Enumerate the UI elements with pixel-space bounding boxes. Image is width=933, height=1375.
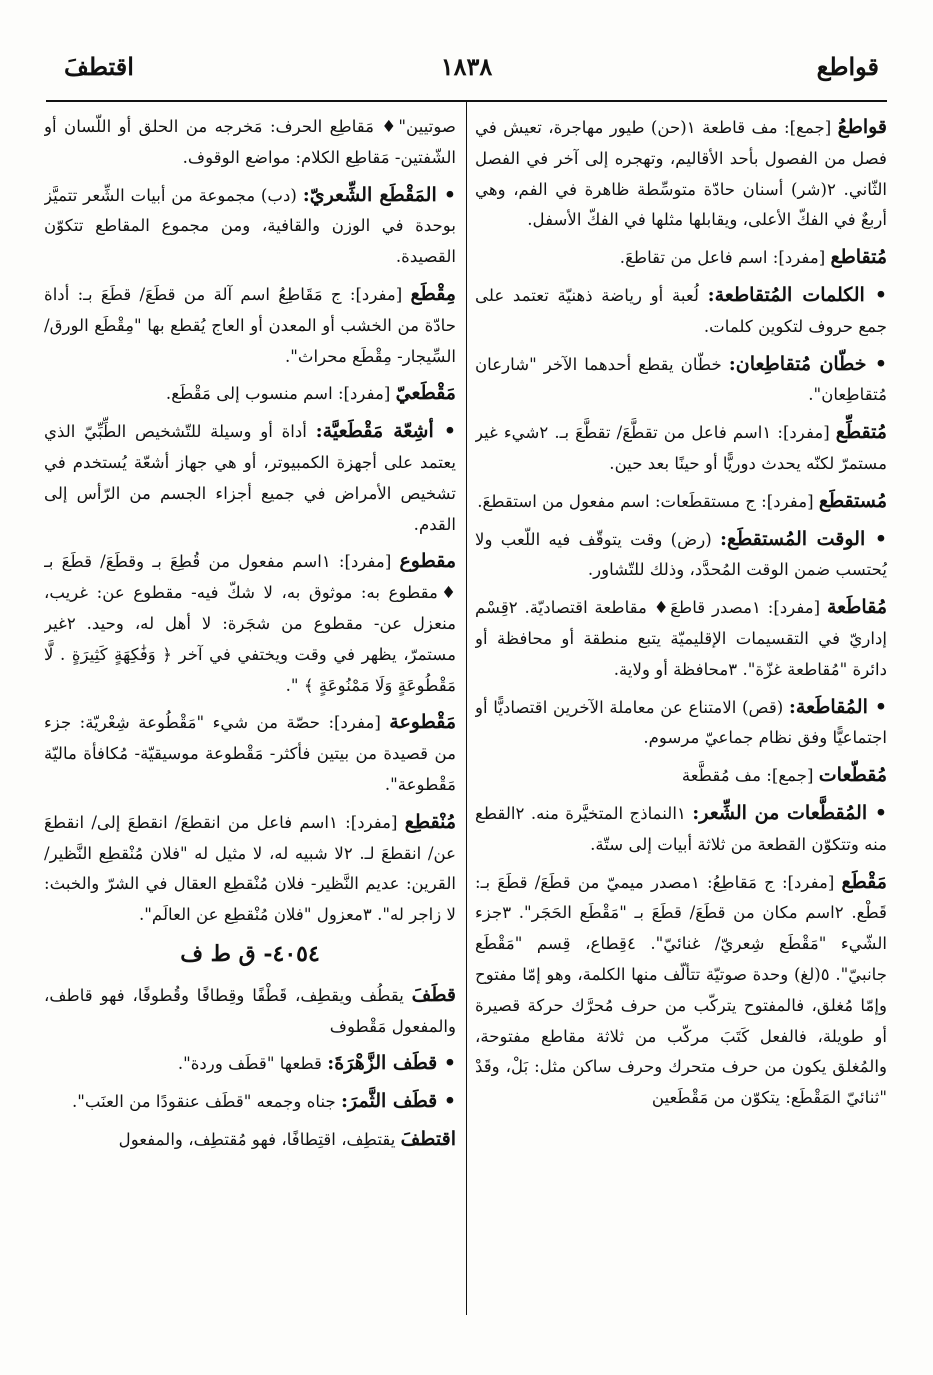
dictionary-entry: [44, 416, 456, 540]
entry-headword: • قطَف الزَّهْرَةَ:: [327, 1052, 456, 1075]
entry-headword: قطَفَ: [411, 983, 456, 1006]
dictionary-entry: [44, 180, 456, 273]
entry-headword: مَقْطَعيّ: [395, 382, 456, 405]
entry-headword: مُقطّعات: [818, 764, 887, 787]
entry-headword: • الكلمات المُتقاطعة:: [707, 283, 887, 306]
dictionary-entry: [44, 112, 456, 174]
entry-definition: [جمع]: مف مُقطَّعة: [681, 766, 819, 786]
entry-definition: يقطُف ويقطِف، قَطْفًا وقِطافًا وقُطوفًا، فهو قاطف، والمفعول مَقْطوف: [44, 985, 456, 1036]
entry-definition: [مفرد]: اسم منسوب إلى مَقْطَع.: [165, 384, 396, 404]
page-header: [44, 52, 889, 96]
entry-definition: لُعبة أو رياضة ذهنيّة تعتمد على جمع حروف لتكوين كلمات.: [475, 285, 887, 336]
dictionary-entry: [475, 524, 887, 587]
entry-headword: مُقاطَعة: [826, 596, 887, 619]
dictionary-entry: [44, 1124, 456, 1156]
dictionary-entry: [475, 486, 887, 518]
left-column: [44, 112, 456, 1312]
entry-definition: جناه وجمعه "قطَف عنقودًا من العنَب".: [71, 1092, 341, 1112]
dictionary-entry: [44, 707, 456, 800]
entry-definition: [مفرد]: ١اسم مفعول من قُطِعَ بـ وقطَعَ/ قطَعَ بـ ♦مقطوع به: موثوق به، لا شكّ فيه- مقطوع عن: غريب، منعزل عن- مقطوع من شجَرة: لا أهل له، وحيد. ٢غير مستمرّ، يظهر في وقت ويختفي في آخر ﴿ وَفَٰكِهَةٍ كَثِيرَةٍ . لَّا مَقْطُوعَةٍ وَلَا مَمْنُوعَةٍ ﴾ ".: [44, 552, 456, 695]
entry-definition: [جمع]: مف قاطعة ١(حن) طيور مهاجرة، تعيش في فصل من الفصول بأحد الأقاليم، وتهجره إلى آخر في الفصل الثّاني. ٢(شر) أسنان حادّة متوسِّطة ظاهرة في الفم، وهي أربعٌ في الفكّ الأعلى، ويقابلها مثلها في الفكّ الأسفل.: [475, 118, 887, 230]
column-divider: [466, 100, 467, 1315]
entry-definition: صوتيين"♦ مَقاطِع الحرف: مَخرجه من الحلق أو اللّسان أو الشّفتين- مَقاطِع الكلام: مواضع الوقوف.: [44, 117, 456, 167]
entry-headword: • المُقطَّعات من الشِّعر:: [692, 801, 887, 824]
entry-headword: مِقْطَع: [410, 282, 456, 305]
dictionary-entry: [475, 417, 887, 480]
entry-headword: مَقْطَع: [841, 870, 887, 893]
dictionary-entry: [475, 867, 887, 1114]
dictionary-entry: [475, 692, 887, 755]
dictionary-entry: [44, 1086, 456, 1118]
entry-headword: • قطَف الثَّمرَ:: [341, 1090, 456, 1113]
entry-definition: [مفرد]: ج مَقاطِعُ: ١مصدر ميميّ من قطَعَ/ قطَعَ بـ: قَطْع. ٢اسم مكان من قطَعَ/ قطَعَ بـ "مَقْطَع الحَجَر". ٣جزء الشّيء "مَقْطَع شِعريّ/ غنائيّ". ٤قِطاع، قِسم "مَقْطَع جانبيّ". ٥(لغ) وحدة صوتيّة تتألّف منها الكلمة، وهو إمّا مفتوح وإمّا مُغلق، فالمفتوح يتركّب من حرف مُحرَّك حركة قصيرة أو طويلة، فالفعل كَتَبَ مركّب من ثلاثة مقاطع مفتوحة، والمُغلق يكون من حرف متحرك وحرف ساكن مثل: بَلْ، وقَدْ "ثنائيّ المَقْطَع: يتكوّن من مَقْطَعين: [475, 872, 887, 1108]
guide-word-first: قواطع: [816, 52, 879, 81]
dictionary-entry: [44, 546, 456, 701]
entry-headword: • خطّان مُتقاطِعان:: [728, 352, 887, 375]
dictionary-entry: [475, 592, 887, 685]
entry-headword: قواطعُ: [837, 116, 887, 138]
dictionary-entry: [44, 279, 456, 372]
dictionary-entry: [44, 980, 456, 1043]
entry-headword: • أشِعّة مَقْطَعيَّة:: [315, 420, 456, 443]
entry-headword: • المُقاطَعة:: [788, 695, 887, 718]
entry-headword: مُستقطَع: [818, 489, 887, 512]
entry-definition: [مفرد]: ج مَقَاطِعُ اسم آلة من قطَعَ/ قطَعَ بـ: أداة حادّة من الخشب أو المعدن أو العاج يُقطع بها "مِقْطَع الورق/ السِّيجار- مِقْطَع محراث".: [44, 284, 456, 366]
dictionary-entry: [475, 242, 887, 274]
entry-definition: [مفرد]: ١اسم فاعل من انقطعَ/ انقطعَ إلى/ انقطعَ عن/ انقطعَ لـ. ٢لا شبيه له، لا مثيل له "فلان مُنْقطِع النَّظير/ القرين: عديم النَّظير- فلان مُنْقطِع العقال في الشرّ والخبث: لا زاجر له". ٣معزول "فلان مُنْقطِع عن العالَم".: [44, 812, 456, 925]
entry-headword: مُنْقطِع: [404, 810, 456, 833]
entry-definition: أداة أو وسيلة للتّشخيص الطِّبِّيّ الذي يعتمد على أجهزة الكمبيوتر، أو هي جهاز أشعّة يُستخدم في تشخيص الأمراض في جميع أجزاء الجسم من الرّأس إلى القدم.: [44, 422, 456, 534]
entry-definition: قطعها "قطَف وردة".: [177, 1054, 328, 1074]
entry-headword: • المَقْطَع الشِّعريّ:: [302, 183, 456, 206]
entry-definition: [مفرد]: اسم فاعل من تقاطعَ.: [619, 248, 831, 268]
guide-word-last: اقتطفَ: [64, 52, 134, 81]
dictionary-entry: [475, 349, 887, 412]
dictionary-entry: [44, 807, 456, 931]
entry-headword: اقتطفَ: [400, 1127, 456, 1150]
dictionary-entry: [44, 378, 456, 410]
right-column: [475, 112, 887, 1312]
entry-definition: [مفرد]: ١مصدر قاطعَ♦ مقاطعة اقتصاديّة. ٢قِسْم إداريّ في التقسيمات الإقليميّة يتبع منطقة أو محافظة أو دائرة "مُقاطعة غزّة". ٣محافظة أو ولاية.: [475, 598, 887, 679]
dictionary-entry: [475, 280, 887, 343]
dictionary-entry: [475, 760, 887, 792]
dictionary-entry: [44, 1048, 456, 1080]
entry-definition: يقتطِف، اقتِطافًا، فهو مُقتطِف، والمفعول: [118, 1129, 401, 1149]
entry-headword: مُتقاطع: [830, 246, 887, 269]
entry-headword: مُتقطِّع: [835, 421, 887, 444]
entry-definition: [مفرد]: ١اسم فاعل من تقطَّعَ/ تقطَّعَ بـ. ٢شيء غير مستمرّ لكنّه يحدث دوريًّا أو حينًا بعد حين.: [475, 423, 887, 473]
entry-definition: خطّان يقطع أحدهما الآخر "شارعان مُتقاطِعان".: [475, 354, 887, 405]
entry-headword: مَقْطوعة: [389, 711, 456, 734]
entry-definition: [مفرد]: حصّة من شيء "مَقْطُوعة شِعْريّة: جزء من قصيدة من بيتين فأكثر- مَقْطوعة موسيقيّة- مُكافأة ماليّة مَقْطوعة".: [44, 713, 456, 794]
dictionary-entry: [475, 798, 887, 861]
entry-headword: مقطوع: [399, 550, 456, 573]
entry-definition: (قص) الامتناع عن معاملة الآخرين اقتصاديًّا أو اجتماعيًّا وفق نظام جماعيّ مرسوم.: [475, 697, 887, 748]
entry-definition: (دب) مجموعة من أبيات الشِّعر تتميَّز بوحدة في الوزن والقافية، ومن مجموع المقاطع تتكوّن القصيدة.: [44, 185, 456, 267]
entry-headword: • الوقت المُستقطَع:: [719, 527, 887, 550]
page-number: ١٨٣٨: [440, 52, 493, 81]
entry-definition: (رض) وقت يتوقّف فيه اللّعب ولا يُحتسب ضمن الوقت المُحدَّد، وذلك للتّشاور.: [475, 529, 887, 580]
entry-definition: ١النماذج المتخيَّرة منه. ٢القطع منه وتتكوّن القطعة من ثلاثة أبيات إلى ستّة.: [475, 803, 887, 854]
root-heading: ٤٠٥٤- ق ط ف: [180, 940, 320, 967]
entry-definition: [مفرد]: ج مستقطَعات: اسم مفعول من استقطعَ.: [477, 491, 819, 511]
dictionary-entry: [475, 112, 887, 236]
